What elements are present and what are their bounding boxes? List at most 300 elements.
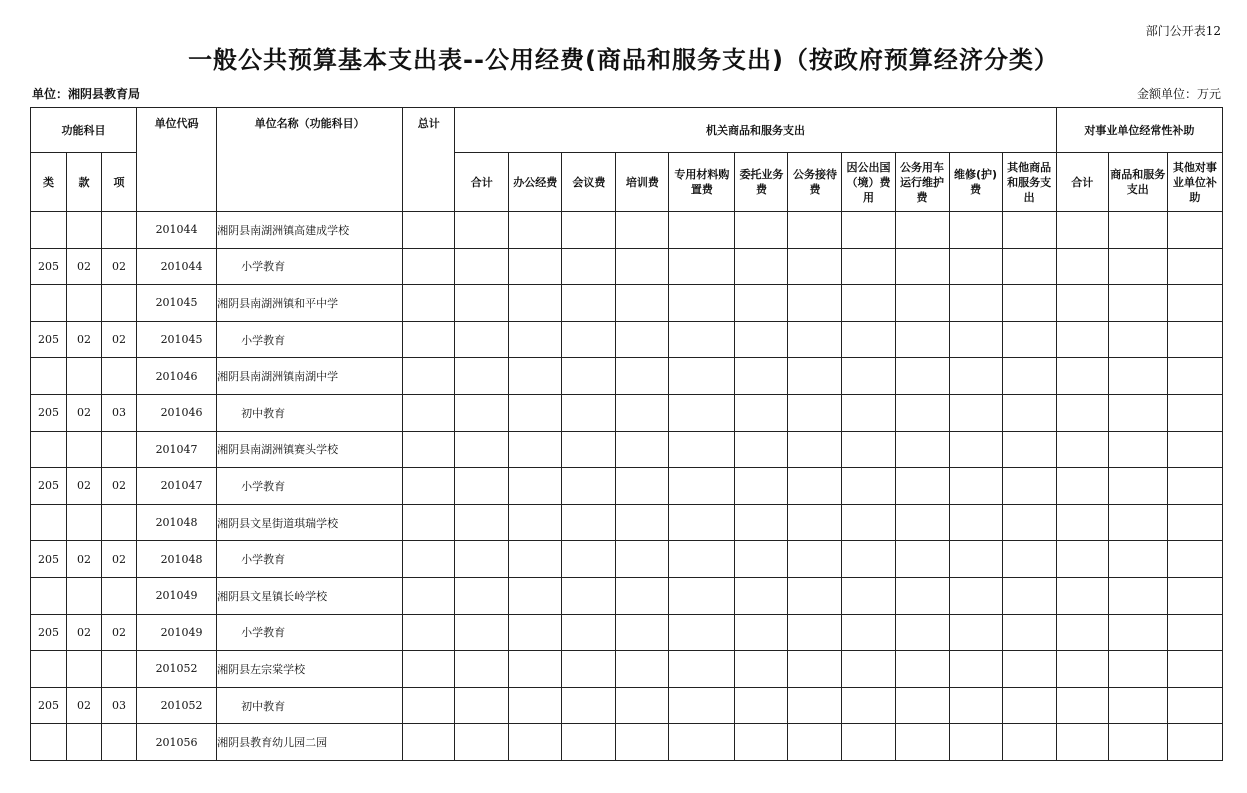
- cell-amount: [669, 541, 735, 578]
- form-number: 部门公开表12: [1145, 24, 1221, 38]
- cell-amount: [509, 614, 562, 651]
- cell-amount: [509, 541, 562, 578]
- cell-amount: [842, 724, 895, 761]
- amount-unit: 金额单位：万元: [1136, 87, 1221, 101]
- cell-amount: [403, 651, 455, 688]
- cell-lei: [31, 431, 67, 468]
- cell-amount: [842, 504, 895, 541]
- cell-amount: [735, 394, 788, 431]
- cell-amount: [403, 394, 455, 431]
- cell-amount: [562, 468, 616, 505]
- cell-kuan: [67, 431, 102, 468]
- cell-amount: [403, 504, 455, 541]
- cell-amount: [895, 541, 949, 578]
- cell-amount: [788, 651, 842, 688]
- cell-lei: [31, 285, 67, 322]
- table-body: [31, 212, 1223, 761]
- cell-amount: [1002, 504, 1056, 541]
- cell-amount: [735, 614, 788, 651]
- cell-amount: [509, 468, 562, 505]
- cell-amount: [1002, 248, 1056, 285]
- cell-amount: [895, 687, 949, 724]
- cell-amount: [949, 577, 1002, 614]
- table-row: [31, 614, 1223, 651]
- cell-amount: [1167, 577, 1222, 614]
- header-agency-col: 公务用车运行维护费: [895, 153, 949, 212]
- cell-amount: [562, 651, 616, 688]
- cell-amount: [616, 285, 669, 322]
- cell-xiang: [102, 285, 137, 322]
- header-agency-col: 培训费: [616, 153, 669, 212]
- header-agency-col: 因公出国（境）费用: [842, 153, 895, 212]
- cell-lei: 205: [31, 541, 67, 578]
- cell-unit-code: 201049: [137, 614, 217, 651]
- cell-amount: [455, 285, 509, 322]
- cell-amount: [1167, 724, 1222, 761]
- cell-amount: [842, 614, 895, 651]
- cell-amount: [1108, 394, 1167, 431]
- cell-amount: [1108, 687, 1167, 724]
- cell-unit-code: 201045: [137, 285, 217, 322]
- cell-kuan: 02: [67, 321, 102, 358]
- cell-amount: [616, 724, 669, 761]
- cell-amount: [1056, 431, 1108, 468]
- cell-amount: [949, 431, 1002, 468]
- cell-amount: [1002, 431, 1056, 468]
- cell-amount: [562, 285, 616, 322]
- cell-amount: [1108, 577, 1167, 614]
- cell-amount: [895, 394, 949, 431]
- cell-xiang: [102, 431, 137, 468]
- cell-amount: [1167, 504, 1222, 541]
- cell-kuan: 02: [67, 614, 102, 651]
- cell-amount: [562, 212, 616, 249]
- cell-amount: [1056, 614, 1108, 651]
- cell-amount: [669, 687, 735, 724]
- cell-amount: [1108, 285, 1167, 322]
- cell-amount: [842, 468, 895, 505]
- cell-amount: [949, 248, 1002, 285]
- cell-amount: [949, 212, 1002, 249]
- cell-amount: [949, 321, 1002, 358]
- cell-lei: [31, 358, 67, 395]
- cell-amount: [455, 321, 509, 358]
- cell-amount: [669, 431, 735, 468]
- cell-amount: [562, 504, 616, 541]
- table-row: [31, 285, 1223, 322]
- cell-kuan: 02: [67, 394, 102, 431]
- cell-amount: [1167, 541, 1222, 578]
- cell-amount: [509, 321, 562, 358]
- cell-amount: [895, 212, 949, 249]
- cell-amount: [895, 577, 949, 614]
- cell-amount: [403, 541, 455, 578]
- cell-kuan: [67, 577, 102, 614]
- cell-amount: [1108, 431, 1167, 468]
- cell-unit-name: 小学教育: [217, 541, 403, 578]
- cell-unit-code: 201046: [137, 394, 217, 431]
- cell-amount: [1167, 394, 1222, 431]
- cell-lei: [31, 212, 67, 249]
- cell-amount: [1108, 468, 1167, 505]
- cell-amount: [403, 687, 455, 724]
- table-row: [31, 577, 1223, 614]
- cell-kuan: [67, 358, 102, 395]
- cell-amount: [949, 468, 1002, 505]
- cell-amount: [735, 687, 788, 724]
- header-agency-col: 维修(护)费: [949, 153, 1002, 212]
- cell-amount: [509, 212, 562, 249]
- cell-amount: [669, 468, 735, 505]
- cell-amount: [1108, 248, 1167, 285]
- cell-amount: [455, 248, 509, 285]
- cell-amount: [895, 468, 949, 505]
- cell-lei: [31, 651, 67, 688]
- cell-unit-code: 201047: [137, 431, 217, 468]
- cell-unit-code: 201048: [137, 541, 217, 578]
- cell-amount: [1167, 687, 1222, 724]
- cell-amount: [1108, 212, 1167, 249]
- cell-amount: [949, 614, 1002, 651]
- cell-amount: [735, 285, 788, 322]
- cell-amount: [895, 614, 949, 651]
- cell-amount: [895, 285, 949, 322]
- cell-amount: [669, 724, 735, 761]
- cell-amount: [735, 358, 788, 395]
- cell-amount: [455, 504, 509, 541]
- header-subsidy-col: 合计: [1056, 153, 1108, 212]
- cell-xiang: [102, 358, 137, 395]
- table-row: [31, 468, 1223, 505]
- cell-amount: [1056, 321, 1108, 358]
- header-subsidy-col: 商品和服务支出: [1108, 153, 1167, 212]
- cell-amount: [1056, 577, 1108, 614]
- cell-amount: [616, 468, 669, 505]
- cell-amount: [616, 431, 669, 468]
- header-kuan: 款: [67, 153, 102, 212]
- cell-amount: [455, 358, 509, 395]
- cell-amount: [1002, 285, 1056, 322]
- cell-amount: [509, 248, 562, 285]
- cell-amount: [788, 248, 842, 285]
- cell-amount: [1167, 321, 1222, 358]
- cell-lei: 205: [31, 248, 67, 285]
- cell-amount: [949, 285, 1002, 322]
- cell-lei: 205: [31, 468, 67, 505]
- cell-amount: [949, 687, 1002, 724]
- table-row: [31, 504, 1223, 541]
- cell-amount: [735, 248, 788, 285]
- cell-unit-code: 201044: [137, 212, 217, 249]
- header-func-subject: 功能科目: [31, 108, 137, 153]
- cell-amount: [1108, 358, 1167, 395]
- cell-kuan: [67, 504, 102, 541]
- header-unit-name: 单位名称（功能科目）: [217, 108, 403, 212]
- cell-amount: [842, 577, 895, 614]
- cell-amount: [1002, 358, 1056, 395]
- cell-amount: [455, 212, 509, 249]
- table-row: [31, 394, 1223, 431]
- cell-kuan: 02: [67, 687, 102, 724]
- cell-amount: [616, 358, 669, 395]
- cell-lei: [31, 577, 67, 614]
- cell-amount: [455, 541, 509, 578]
- cell-xiang: [102, 212, 137, 249]
- cell-amount: [949, 724, 1002, 761]
- cell-amount: [562, 541, 616, 578]
- header-subsidy-col: 其他对事业单位补助: [1167, 153, 1222, 212]
- cell-amount: [735, 541, 788, 578]
- cell-amount: [616, 541, 669, 578]
- cell-amount: [669, 614, 735, 651]
- cell-amount: [895, 321, 949, 358]
- cell-amount: [455, 577, 509, 614]
- cell-amount: [403, 285, 455, 322]
- cell-unit-code: 201056: [137, 724, 217, 761]
- table-row: [31, 212, 1223, 249]
- cell-unit-name: 初中教育: [217, 394, 403, 431]
- cell-xiang: [102, 577, 137, 614]
- cell-amount: [949, 651, 1002, 688]
- cell-amount: [842, 321, 895, 358]
- cell-amount: [669, 651, 735, 688]
- cell-amount: [616, 651, 669, 688]
- cell-unit-name: 湘阴县南湖洲镇和平中学: [217, 285, 403, 322]
- cell-amount: [949, 541, 1002, 578]
- cell-amount: [1167, 248, 1222, 285]
- cell-amount: [562, 358, 616, 395]
- cell-amount: [1056, 651, 1108, 688]
- cell-unit-code: 201045: [137, 321, 217, 358]
- cell-xiang: 02: [102, 614, 137, 651]
- cell-amount: [1002, 651, 1056, 688]
- header-agency-group: 机关商品和服务支出: [455, 108, 1057, 153]
- table-row: [31, 431, 1223, 468]
- cell-amount: [735, 504, 788, 541]
- cell-amount: [616, 687, 669, 724]
- cell-amount: [895, 651, 949, 688]
- cell-amount: [842, 541, 895, 578]
- cell-amount: [1167, 468, 1222, 505]
- cell-amount: [509, 394, 562, 431]
- cell-amount: [562, 614, 616, 651]
- cell-amount: [403, 248, 455, 285]
- cell-amount: [509, 687, 562, 724]
- cell-amount: [1108, 504, 1167, 541]
- cell-unit-name: 小学教育: [217, 614, 403, 651]
- cell-amount: [1002, 468, 1056, 505]
- cell-xiang: 02: [102, 541, 137, 578]
- cell-amount: [1002, 687, 1056, 724]
- cell-amount: [403, 358, 455, 395]
- cell-amount: [455, 614, 509, 651]
- cell-amount: [616, 394, 669, 431]
- cell-amount: [669, 212, 735, 249]
- cell-amount: [1167, 651, 1222, 688]
- cell-amount: [562, 431, 616, 468]
- cell-amount: [1056, 687, 1108, 724]
- cell-amount: [895, 248, 949, 285]
- cell-unit-name: 湘阴县南湖洲镇赛头学校: [217, 431, 403, 468]
- cell-amount: [616, 212, 669, 249]
- table-row: [31, 248, 1223, 285]
- cell-amount: [788, 321, 842, 358]
- cell-amount: [562, 687, 616, 724]
- cell-amount: [1056, 212, 1108, 249]
- cell-amount: [669, 358, 735, 395]
- cell-xiang: [102, 504, 137, 541]
- cell-unit-code: 201047: [137, 468, 217, 505]
- cell-amount: [1056, 248, 1108, 285]
- cell-amount: [509, 577, 562, 614]
- cell-amount: [1167, 358, 1222, 395]
- cell-unit-name: 小学教育: [217, 248, 403, 285]
- cell-amount: [669, 504, 735, 541]
- cell-amount: [735, 577, 788, 614]
- cell-amount: [1056, 541, 1108, 578]
- cell-amount: [1167, 212, 1222, 249]
- cell-amount: [895, 504, 949, 541]
- cell-unit-name: 湘阴县文星街道琪瑞学校: [217, 504, 403, 541]
- cell-amount: [1002, 614, 1056, 651]
- cell-unit-name: 小学教育: [217, 468, 403, 505]
- cell-amount: [1002, 321, 1056, 358]
- cell-xiang: [102, 724, 137, 761]
- table-row: [31, 541, 1223, 578]
- cell-amount: [1002, 394, 1056, 431]
- cell-unit-name: 小学教育: [217, 321, 403, 358]
- cell-amount: [788, 394, 842, 431]
- cell-unit-name: 湘阴县文星镇长岭学校: [217, 577, 403, 614]
- cell-amount: [1056, 394, 1108, 431]
- cell-amount: [842, 651, 895, 688]
- cell-amount: [455, 431, 509, 468]
- header-agency-col: 会议费: [562, 153, 616, 212]
- header-subsidy-group: 对事业单位经常性补助: [1056, 108, 1222, 153]
- cell-amount: [509, 504, 562, 541]
- cell-amount: [562, 248, 616, 285]
- cell-amount: [1167, 431, 1222, 468]
- page-title: 一般公共预算基本支出表--公用经费(商品和服务支出)（按政府预算经济分类）: [188, 46, 1059, 74]
- cell-amount: [949, 358, 1002, 395]
- cell-xiang: 03: [102, 394, 137, 431]
- cell-amount: [562, 394, 616, 431]
- cell-amount: [455, 687, 509, 724]
- cell-kuan: 02: [67, 248, 102, 285]
- cell-amount: [788, 285, 842, 322]
- cell-amount: [1056, 504, 1108, 541]
- cell-xiang: 02: [102, 468, 137, 505]
- header-total: 总计: [403, 108, 455, 212]
- header-agency-col: 其他商品和服务支出: [1002, 153, 1056, 212]
- cell-amount: [509, 651, 562, 688]
- cell-amount: [842, 248, 895, 285]
- cell-amount: [895, 724, 949, 761]
- cell-amount: [842, 431, 895, 468]
- cell-amount: [562, 577, 616, 614]
- cell-amount: [1056, 468, 1108, 505]
- cell-unit-name: 湘阴县左宗棠学校: [217, 651, 403, 688]
- cell-xiang: 03: [102, 687, 137, 724]
- cell-amount: [895, 431, 949, 468]
- cell-amount: [842, 394, 895, 431]
- cell-amount: [895, 358, 949, 395]
- cell-amount: [1002, 541, 1056, 578]
- cell-lei: 205: [31, 394, 67, 431]
- cell-amount: [616, 321, 669, 358]
- cell-amount: [735, 431, 788, 468]
- cell-amount: [1108, 541, 1167, 578]
- table-row: [31, 358, 1223, 395]
- cell-amount: [735, 321, 788, 358]
- cell-amount: [1002, 724, 1056, 761]
- cell-amount: [403, 614, 455, 651]
- table-row: [31, 651, 1223, 688]
- header-unit-code: 单位代码: [137, 108, 217, 212]
- cell-amount: [669, 394, 735, 431]
- cell-amount: [616, 504, 669, 541]
- cell-amount: [1108, 651, 1167, 688]
- cell-amount: [509, 431, 562, 468]
- cell-amount: [455, 394, 509, 431]
- cell-xiang: [102, 651, 137, 688]
- cell-amount: [455, 651, 509, 688]
- cell-amount: [842, 285, 895, 322]
- cell-amount: [403, 212, 455, 249]
- cell-amount: [669, 577, 735, 614]
- cell-amount: [842, 687, 895, 724]
- cell-amount: [788, 687, 842, 724]
- cell-unit-code: 201049: [137, 577, 217, 614]
- cell-lei: 205: [31, 614, 67, 651]
- cell-amount: [735, 724, 788, 761]
- cell-amount: [1056, 724, 1108, 761]
- cell-kuan: [67, 651, 102, 688]
- header-xiang: 项: [102, 153, 137, 212]
- cell-amount: [788, 358, 842, 395]
- cell-amount: [403, 321, 455, 358]
- cell-amount: [949, 394, 1002, 431]
- cell-amount: [669, 321, 735, 358]
- cell-amount: [616, 248, 669, 285]
- cell-amount: [788, 504, 842, 541]
- cell-amount: [1167, 614, 1222, 651]
- cell-unit-name: 湘阴县南湖洲镇高建成学校: [217, 212, 403, 249]
- cell-unit-name: 初中教育: [217, 687, 403, 724]
- cell-amount: [455, 724, 509, 761]
- cell-kuan: 02: [67, 541, 102, 578]
- cell-amount: [788, 541, 842, 578]
- cell-xiang: 02: [102, 248, 137, 285]
- cell-lei: [31, 504, 67, 541]
- cell-amount: [842, 358, 895, 395]
- cell-kuan: [67, 285, 102, 322]
- cell-amount: [735, 468, 788, 505]
- reporting-unit: 单位：湘阴县教育局: [32, 87, 141, 101]
- cell-amount: [562, 321, 616, 358]
- cell-amount: [1056, 285, 1108, 322]
- table-row: [31, 321, 1223, 358]
- table-row: [31, 724, 1223, 761]
- cell-amount: [788, 614, 842, 651]
- cell-amount: [735, 212, 788, 249]
- cell-amount: [788, 212, 842, 249]
- cell-lei: [31, 724, 67, 761]
- cell-kuan: [67, 724, 102, 761]
- cell-unit-name: 湘阴县南湖洲镇南湖中学: [217, 358, 403, 395]
- cell-unit-code: 201048: [137, 504, 217, 541]
- header-agency-col: 公务接待费: [788, 153, 842, 212]
